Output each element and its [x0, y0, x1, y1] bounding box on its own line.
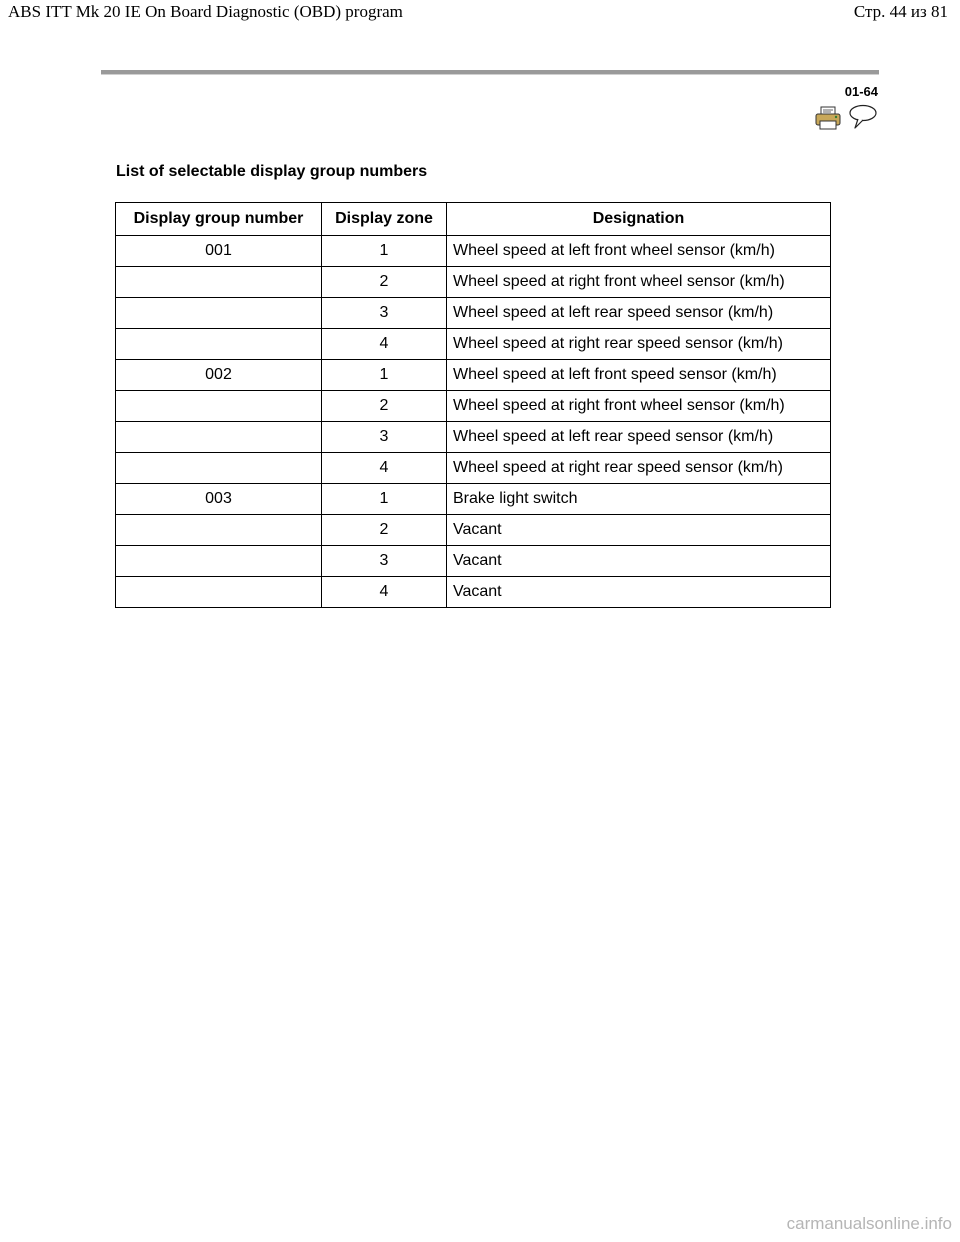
- cell-group: 003: [116, 484, 322, 515]
- cell-zone: 3: [322, 298, 447, 329]
- cell-designation: Wheel speed at right rear speed sensor (km/h): [447, 329, 831, 360]
- table-row: [116, 267, 831, 298]
- document-title: ABS ITT Mk 20 IE On Board Diagnostic (OBD) program: [8, 2, 403, 21]
- cell-group: [116, 329, 322, 360]
- cell-group: [116, 546, 322, 577]
- table-row: [116, 577, 831, 608]
- cell-designation: Wheel speed at left front speed sensor (km/h): [447, 360, 831, 391]
- table-row: [116, 453, 831, 484]
- cell-designation: Wheel speed at left rear speed sensor (km/h): [447, 422, 831, 453]
- cell-group: [116, 391, 322, 422]
- speech-bubble-icon[interactable]: [848, 104, 878, 130]
- cell-zone: 3: [322, 422, 447, 453]
- table-row: [116, 329, 831, 360]
- cell-designation: Wheel speed at right front wheel sensor (km/h): [447, 391, 831, 422]
- display-group-table: [115, 202, 831, 608]
- cell-designation: Wheel speed at right front wheel sensor (km/h): [447, 267, 831, 298]
- cell-group: [116, 422, 322, 453]
- header-display-zone: Display zone: [322, 203, 447, 236]
- table-header-row: [116, 203, 831, 236]
- cell-zone: 4: [322, 577, 447, 608]
- table-row: [116, 391, 831, 422]
- cell-group: [116, 267, 322, 298]
- cell-group: [116, 453, 322, 484]
- section-code: 01-64: [844, 84, 878, 99]
- cell-designation: Vacant: [447, 515, 831, 546]
- cell-designation: Wheel speed at left front wheel sensor (km/h): [447, 236, 831, 267]
- cell-zone: 2: [322, 267, 447, 298]
- print-icon[interactable]: [815, 106, 841, 130]
- cell-group: 001: [116, 236, 322, 267]
- cell-group: 002: [116, 360, 322, 391]
- header-designation: Designation: [447, 203, 831, 236]
- cell-zone: 1: [322, 236, 447, 267]
- cell-zone: 1: [322, 484, 447, 515]
- header-divider: [101, 70, 879, 75]
- cell-zone: 4: [322, 329, 447, 360]
- cell-zone: 3: [322, 546, 447, 577]
- cell-designation: Wheel speed at left rear speed sensor (km/h): [447, 298, 831, 329]
- table-row: [116, 484, 831, 515]
- cell-group: [116, 298, 322, 329]
- table-row: [116, 422, 831, 453]
- cell-group: [116, 577, 322, 608]
- table-row: [116, 515, 831, 546]
- cell-designation: Brake light switch: [447, 484, 831, 515]
- table-row: [116, 546, 831, 577]
- cell-zone: 4: [322, 453, 447, 484]
- table-row: [116, 360, 831, 391]
- page-title: List of selectable display group numbers: [116, 163, 428, 180]
- cell-zone: 2: [322, 515, 447, 546]
- cell-zone: 1: [322, 360, 447, 391]
- table-row: [116, 298, 831, 329]
- watermark: carmanualsonline.info: [786, 1214, 952, 1233]
- table-row: [116, 236, 831, 267]
- page-indicator: Стр. 44 из 81: [853, 2, 948, 21]
- cell-designation: Vacant: [447, 546, 831, 577]
- cell-designation: Vacant: [447, 577, 831, 608]
- header-display-group-number: Display group number: [116, 203, 322, 236]
- cell-designation: Wheel speed at right rear speed sensor (km/h): [447, 453, 831, 484]
- cell-zone: 2: [322, 391, 447, 422]
- cell-group: [116, 515, 322, 546]
